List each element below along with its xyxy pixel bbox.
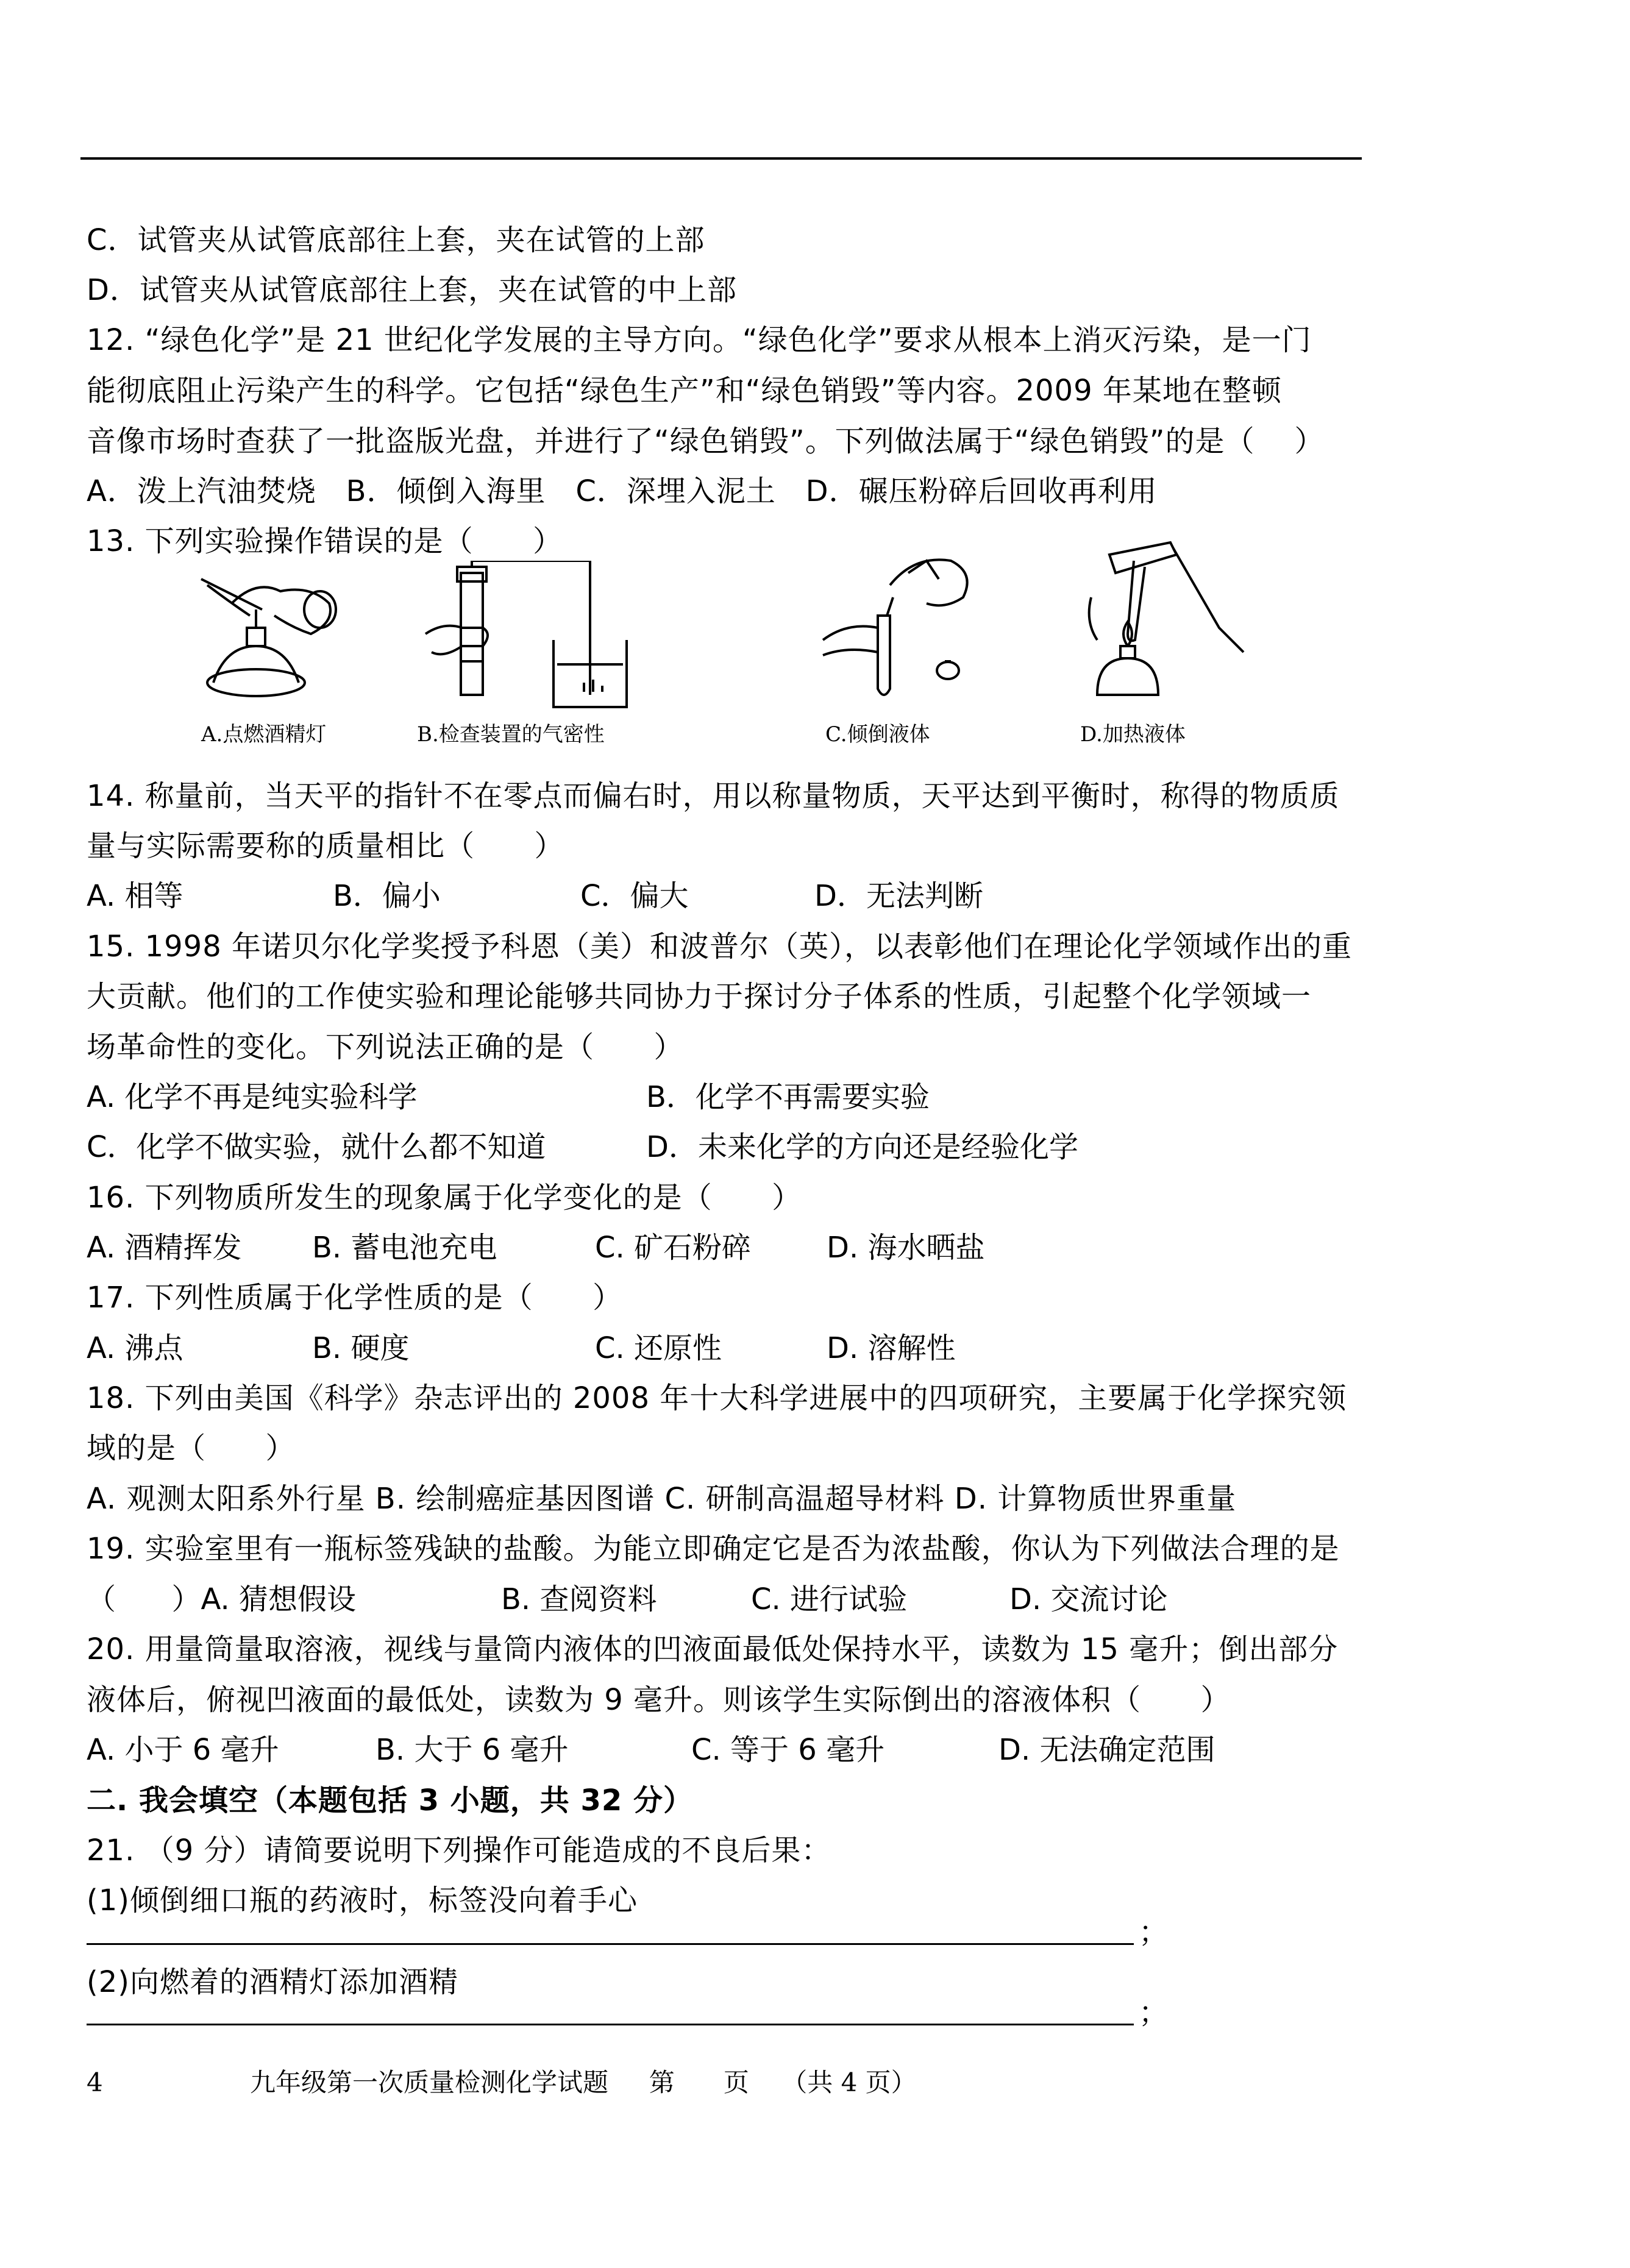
q17-option: C. 还原性	[595, 1331, 722, 1365]
q14-line-2: 量与实际需要称的质量相比（ ）	[87, 829, 564, 863]
q18-options: A. 观测太阳系外行星 B. 绘制癌症基因图谱 C. 研制高温超导材料 D. 计算物质世界重量	[87, 1482, 1237, 1516]
caption-a: A.点燃酒精灯	[201, 722, 327, 747]
q15-line-1: 15. 1998 年诺贝尔化学奖授予科恩（美）和波普尔（英），以表彰他们在理论化学领域作出的重	[87, 930, 1353, 964]
q20-option: B. 大于 6 毫升	[375, 1733, 569, 1767]
q14-option: D．无法判断	[814, 879, 983, 913]
q14-option: C．偏大	[580, 879, 689, 913]
q18-line-1: 18. 下列由美国《科学》杂志评出的 2008 年十大科学进展中的四项研究，主要属于化学探究领	[87, 1381, 1347, 1415]
q20-option: D. 无法确定范围	[998, 1733, 1215, 1767]
figure-pouring-liquid	[811, 549, 1006, 707]
caption-c: C.倾倒液体	[825, 722, 930, 747]
q16-option: D. 海水晒盐	[827, 1231, 985, 1265]
caption-d: D.加热液体	[1080, 722, 1186, 747]
q15-option: B．化学不再需要实验	[646, 1080, 930, 1114]
q17-option: B. 硬度	[312, 1331, 410, 1365]
q19-line-1: 19. 实验室里有一瓶标签残缺的盐酸。为能立即确定它是否为浓盐酸，你认为下列做法合理的是	[87, 1532, 1340, 1566]
figure-check-airtightness	[407, 561, 639, 719]
caption-b: B.检查装置的气密性	[417, 722, 605, 747]
q16-stem: 16. 下列物质所发生的现象属于化学变化的是（ ）	[87, 1181, 802, 1215]
q12-options: A．泼上汽油焚烧 B．倾倒入海里 C．深埋入泥土 D．碾压粉碎后回收再利用	[87, 474, 1158, 508]
q12-line-3: 音像市场时查获了一批盗版光盘，并进行了“绿色销毁”。下列做法属于“绿色销毁”的是（ ）	[87, 424, 1325, 458]
header-rule	[80, 157, 1362, 160]
q17-option: D. 溶解性	[827, 1331, 956, 1365]
figure-heating-liquid	[1061, 536, 1256, 713]
q15-line-3: 场革命性的变化。下列说法正确的是（ ）	[87, 1030, 684, 1064]
q17-option: A. 沸点	[87, 1331, 183, 1365]
q19-option: D. 交流讨论	[1009, 1582, 1168, 1616]
q20-option: A. 小于 6 毫升	[87, 1733, 279, 1767]
semicolon-1: ；	[1139, 1915, 1169, 1949]
q12-line-1: 12. “绿色化学”是 21 世纪化学发展的主导方向。“绿色化学”要求从根本上消灭污染，是一门	[87, 323, 1312, 357]
semicolon-2: ；	[1139, 1996, 1169, 2030]
section-2-heading: 二. 我会填空（本题包括 3 小题，共 32 分）	[87, 1783, 693, 1818]
footer-page-number: 4	[87, 2067, 103, 2097]
q11-option-d: D．试管夹从试管底部往上套，夹在试管的中上部	[87, 273, 737, 307]
q15-line-2: 大贡献。他们的工作使实验和理论能够共同协力于探讨分子体系的性质，引起整个化学领域一	[87, 979, 1312, 1014]
q21-stem: 21. （9 分）请简要说明下列操作可能造成的不良后果：	[87, 1833, 831, 1868]
q15-option: C．化学不做实验，就什么都不知道	[87, 1130, 546, 1164]
q15-option: A. 化学不再是纯实验科学	[87, 1080, 418, 1114]
q12-line-2: 能彻底阻止污染产生的科学。它包括“绿色生产”和“绿色销毁”等内容。2009 年某地在整顿	[87, 374, 1282, 408]
q16-option: C. 矿石粉碎	[595, 1231, 752, 1265]
answer-blank-2[interactable]	[87, 2024, 1134, 2025]
figure-lighting-alcohol-lamp	[189, 567, 360, 719]
q13-stem: 13. 下列实验操作错误的是（ ）	[87, 524, 563, 558]
q20-line-2: 液体后，俯视凹液面的最低处，读数为 9 毫升。则该学生实际倒出的溶液体积（ ）	[87, 1683, 1231, 1717]
q19-option: B. 查阅资料	[501, 1582, 657, 1616]
footer-text: 九年级第一次质量检测化学试题 第 页 （共 4 页）	[250, 2067, 917, 2097]
q17-stem: 17. 下列性质属于化学性质的是（ ）	[87, 1281, 623, 1315]
q15-option: D．未来化学的方向还是经验化学	[646, 1130, 1078, 1164]
q14-option: B．偏小	[333, 879, 441, 913]
answer-blank-1[interactable]	[87, 1943, 1134, 1945]
q21-item-2: (2)向燃着的酒精灯添加酒精	[87, 1965, 458, 1999]
q11-option-c: C．试管夹从试管底部往上套，夹在试管的上部	[87, 223, 705, 257]
q20-line-1: 20. 用量筒量取溶液，视线与量筒内液体的凹液面最低处保持水平，读数为 15 毫升；倒出部分	[87, 1632, 1339, 1666]
q16-option: B. 蓄电池充电	[312, 1231, 497, 1265]
q18-line-2: 域的是（ ）	[87, 1431, 296, 1465]
q14-option: A. 相等	[87, 879, 183, 913]
q19-option: （ ）A. 猜想假设	[87, 1582, 357, 1616]
q16-option: A. 酒精挥发	[87, 1231, 242, 1265]
q21-item-1: (1)倾倒细口瓶的药液时，标签没向着手心	[87, 1883, 638, 1918]
q20-option: C. 等于 6 毫升	[691, 1733, 885, 1767]
q19-option: C. 进行试验	[751, 1582, 908, 1616]
q14-line-1: 14. 称量前，当天平的指针不在零点而偏右时，用以称量物质，天平达到平衡时，称得的物质质	[87, 779, 1340, 813]
